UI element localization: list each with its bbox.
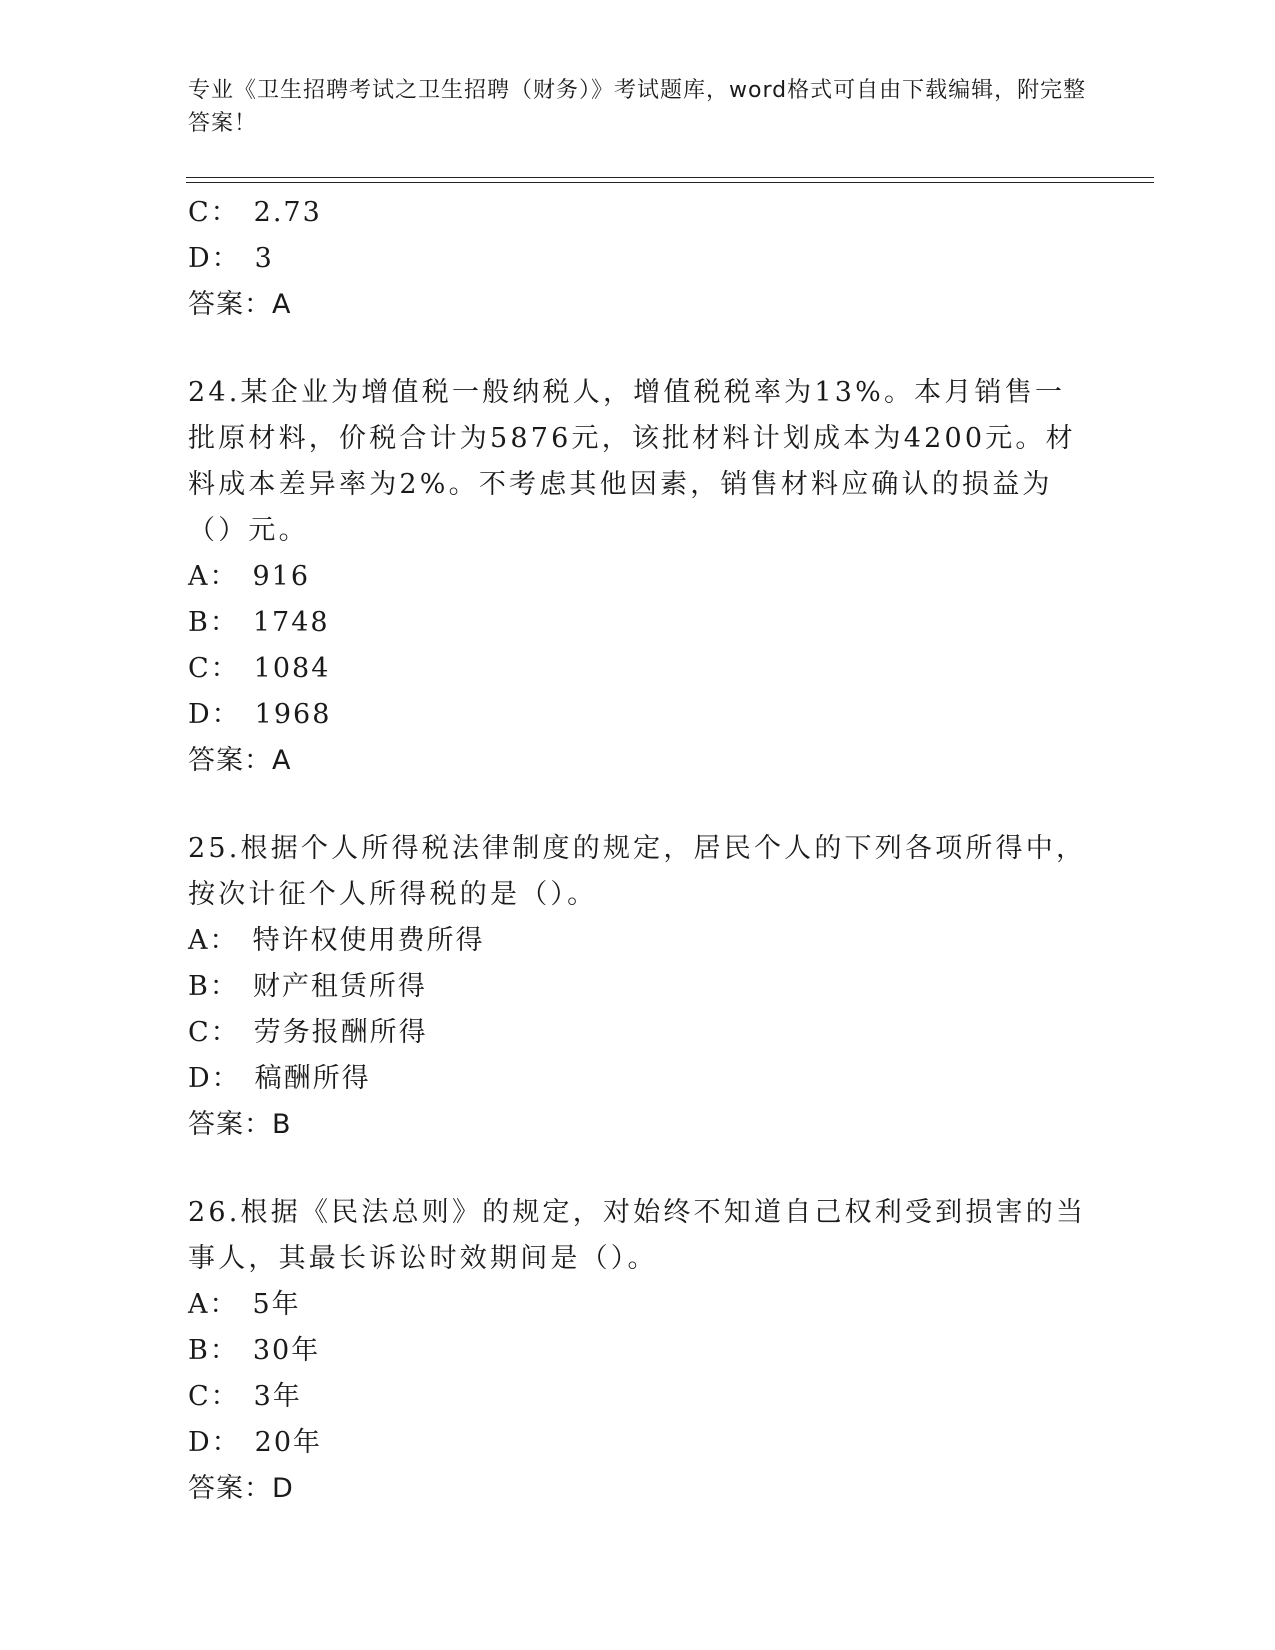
option-d xyxy=(188,1420,1088,1466)
option-d xyxy=(188,692,1088,738)
option-text: 财产租赁所得 xyxy=(252,971,427,1002)
option-text: 20年 xyxy=(254,1427,323,1458)
option-d xyxy=(188,236,1088,282)
answer-line: 答案：D xyxy=(188,1473,294,1504)
question-26 xyxy=(188,1190,1088,1512)
spacer xyxy=(188,784,1088,826)
option-text: 1748 xyxy=(252,607,330,638)
answer-line: 答案：B xyxy=(188,1109,292,1140)
option-label: D： xyxy=(188,1063,241,1094)
option-text: 稿酬所得 xyxy=(254,1063,371,1094)
question-25 xyxy=(188,826,1088,1148)
option-label: B： xyxy=(188,1335,239,1366)
option-label: A： xyxy=(188,1289,239,1320)
page-header: 专业《卫生招聘考试之卫生招聘（财务）》考试题库，word格式可自由下载编辑，附完整答案！ xyxy=(188,78,1087,136)
option-label: A： xyxy=(188,561,239,592)
option-label: C： xyxy=(188,1381,240,1412)
option-c xyxy=(188,190,1088,236)
option-b xyxy=(188,600,1088,646)
option-text: 30年 xyxy=(252,1335,321,1366)
question-text: 26.根据《民法总则》的规定，对始终不知道自己权利受到损害的当事人，其最长诉讼时效期间是（）。 xyxy=(188,1197,1087,1274)
question-list xyxy=(188,190,1088,1512)
header-divider-bottom xyxy=(186,182,1154,183)
option-text: 916 xyxy=(252,561,311,592)
option-label: C： xyxy=(188,1017,240,1048)
option-a xyxy=(188,1282,1088,1328)
spacer xyxy=(188,1148,1088,1190)
option-label: B： xyxy=(188,971,239,1002)
answer-line: 答案：A xyxy=(188,289,292,320)
question-24 xyxy=(188,370,1088,784)
option-c xyxy=(188,1010,1088,1056)
option-label: D： xyxy=(188,699,241,730)
option-label: D： xyxy=(188,1427,241,1458)
option-d xyxy=(188,1056,1088,1102)
option-c xyxy=(188,1374,1088,1420)
option-b xyxy=(188,1328,1088,1374)
spacer xyxy=(188,328,1088,370)
option-text: 1968 xyxy=(254,699,332,730)
option-text: 3 xyxy=(254,243,274,274)
option-label: C： xyxy=(188,653,240,684)
option-label: D： xyxy=(188,243,241,274)
question-text: 24.某企业为增值税一般纳税人，增值税税率为13%。本月销售一批原材料，价税合计为5876元，该批材料计划成本为4200元。材料成本差异率为2%。不考虑其他因素，销售材料应确认的损益为（）元。 xyxy=(188,377,1076,546)
option-label: A： xyxy=(188,925,239,956)
answer-line: 答案：A xyxy=(188,745,292,776)
option-text: 2.73 xyxy=(253,197,322,228)
prev-question xyxy=(188,190,1088,328)
header-divider-top xyxy=(186,177,1154,178)
option-text: 1084 xyxy=(253,653,331,684)
option-label: B： xyxy=(188,607,239,638)
option-a xyxy=(188,554,1088,600)
option-label: C： xyxy=(188,197,240,228)
option-text: 特许权使用费所得 xyxy=(252,925,485,956)
option-c xyxy=(188,646,1088,692)
option-text: 劳务报酬所得 xyxy=(253,1017,428,1048)
option-text: 3年 xyxy=(253,1381,302,1412)
option-b xyxy=(188,964,1088,1010)
option-a xyxy=(188,918,1088,964)
question-text: 25.根据个人所得税法律制度的规定，居民个人的下列各项所得中，按次计征个人所得税的是（）。 xyxy=(188,833,1087,910)
option-text: 5年 xyxy=(252,1289,301,1320)
